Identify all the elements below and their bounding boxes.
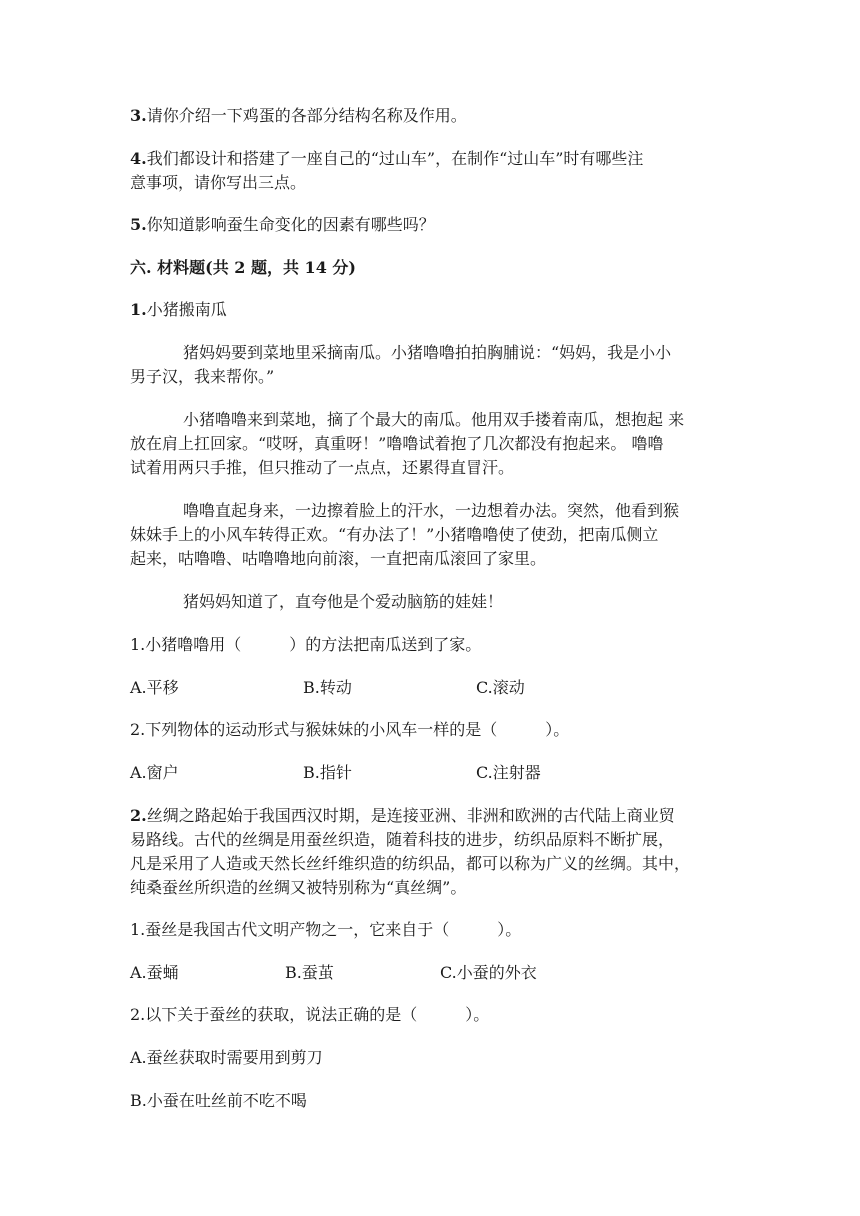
option-c: C.小蚕的外衣: [440, 963, 537, 982]
option-b: B.指针: [303, 763, 352, 782]
option-c: C.滚动: [476, 678, 525, 697]
material-number: 1.: [130, 300, 147, 319]
material-title: 小猪搬南瓜: [146, 300, 227, 319]
story-paragraph-2-line-1: 小猪噜噜来到菜地，摘了个最大的南瓜。他用双手搂着南瓜，想抱起 来: [183, 410, 685, 429]
story-paragraph-1-line-1: 猪妈妈要到菜地里采摘南瓜。小猪噜噜拍拍胸脯说：“妈妈，我是小小: [183, 343, 672, 362]
story-paragraph-3-line-1: 噜噜直起身来，一边擦着脸上的汗水，一边想着办法。突然，他看到猴: [183, 501, 680, 520]
material-text: 丝绸之路起始于我国西汉时期，是连接亚洲、非洲和欧洲的古代陆上商业贸: [146, 806, 675, 825]
option-b: B.转动: [303, 678, 352, 697]
material-2-line-1: [130, 806, 675, 826]
option-b: B.蚕茧: [285, 963, 334, 982]
question-text: 请你介绍一下鸡蛋的各部分结构名称及作用。: [146, 106, 467, 125]
option-a: A.平移: [130, 678, 179, 697]
question-4-line-2: 意事项，请你写出三点。: [130, 173, 307, 192]
story-paragraph-4-line-1: 猪妈妈知道了，直夸他是个爱动脑筋的娃娃！: [183, 592, 504, 611]
story-paragraph-2-line-3: 试着用两只手推，但只推动了一点点，还累得直冒汗。: [130, 458, 515, 477]
story-paragraph-1-line-2: 男子汉，我来帮你。”: [130, 367, 275, 386]
material-number: 2.: [130, 806, 147, 825]
question-5: [130, 215, 435, 235]
question-number: 4.: [130, 149, 147, 168]
material-1-title: [130, 300, 227, 320]
story-paragraph-2-line-2: 放在肩上扛回家。“哎呀，真重呀！”噜噜试着抱了几次都没有抱起来。 噜噜: [130, 434, 664, 453]
question-3: [130, 106, 467, 126]
section-heading: 六. 材料题(共 2 题，共 14 分): [130, 258, 356, 277]
question-number: 3.: [130, 106, 147, 125]
material-2-line-4: 纯桑蚕丝所织造的丝绸又被特别称为“真丝绸”。: [130, 878, 467, 897]
material-1-subquestion-2: 2.下列物体的运动形式与猴妹妹的小风车一样的是（ ）。: [130, 720, 570, 739]
question-number: 5.: [130, 215, 147, 234]
option-a: A.蚕丝获取时需要用到剪刀: [130, 1048, 323, 1067]
story-paragraph-3-line-3: 起来，咕噜噜、咕噜噜地向前滚，一直把南瓜滚回了家里。: [130, 549, 547, 568]
material-2-line-3: 凡是采用了人造或天然长丝纤维织造的纺织品，都可以称为广义的丝绸。其中，: [130, 854, 691, 873]
question-text: 我们都设计和搭建了一座自己的“过山车”，在制作“过山车”时有哪些注: [146, 149, 644, 168]
material-2-subquestion-2: 2.以下关于蚕丝的获取，说法正确的是（ ）。: [130, 1005, 490, 1024]
option-b: B.小蚕在吐丝前不吃不喝: [130, 1091, 307, 1110]
question-4-line-1: [130, 149, 643, 169]
option-a: A.蚕蛹: [130, 963, 179, 982]
question-text: 你知道影响蚕生命变化的因素有哪些吗？: [146, 215, 435, 234]
material-2-subquestion-1: 1.蚕丝是我国古代文明产物之一，它来自于（ ）。: [130, 920, 522, 939]
material-1-subquestion-1: 1.小猪噜噜用（ ）的方法把南瓜送到了家。: [130, 635, 482, 654]
story-paragraph-3-line-2: 妹妹手上的小风车转得正欢。“有办法了！”小猪噜噜使了使劲，把南瓜侧立: [130, 525, 659, 544]
option-c: C.注射器: [476, 763, 541, 782]
option-a: A.窗户: [130, 763, 179, 782]
material-2-line-2: 易路线。古代的丝绸是用蚕丝织造，随着科技的进步，纺织品原料不断扩展，: [130, 830, 675, 849]
